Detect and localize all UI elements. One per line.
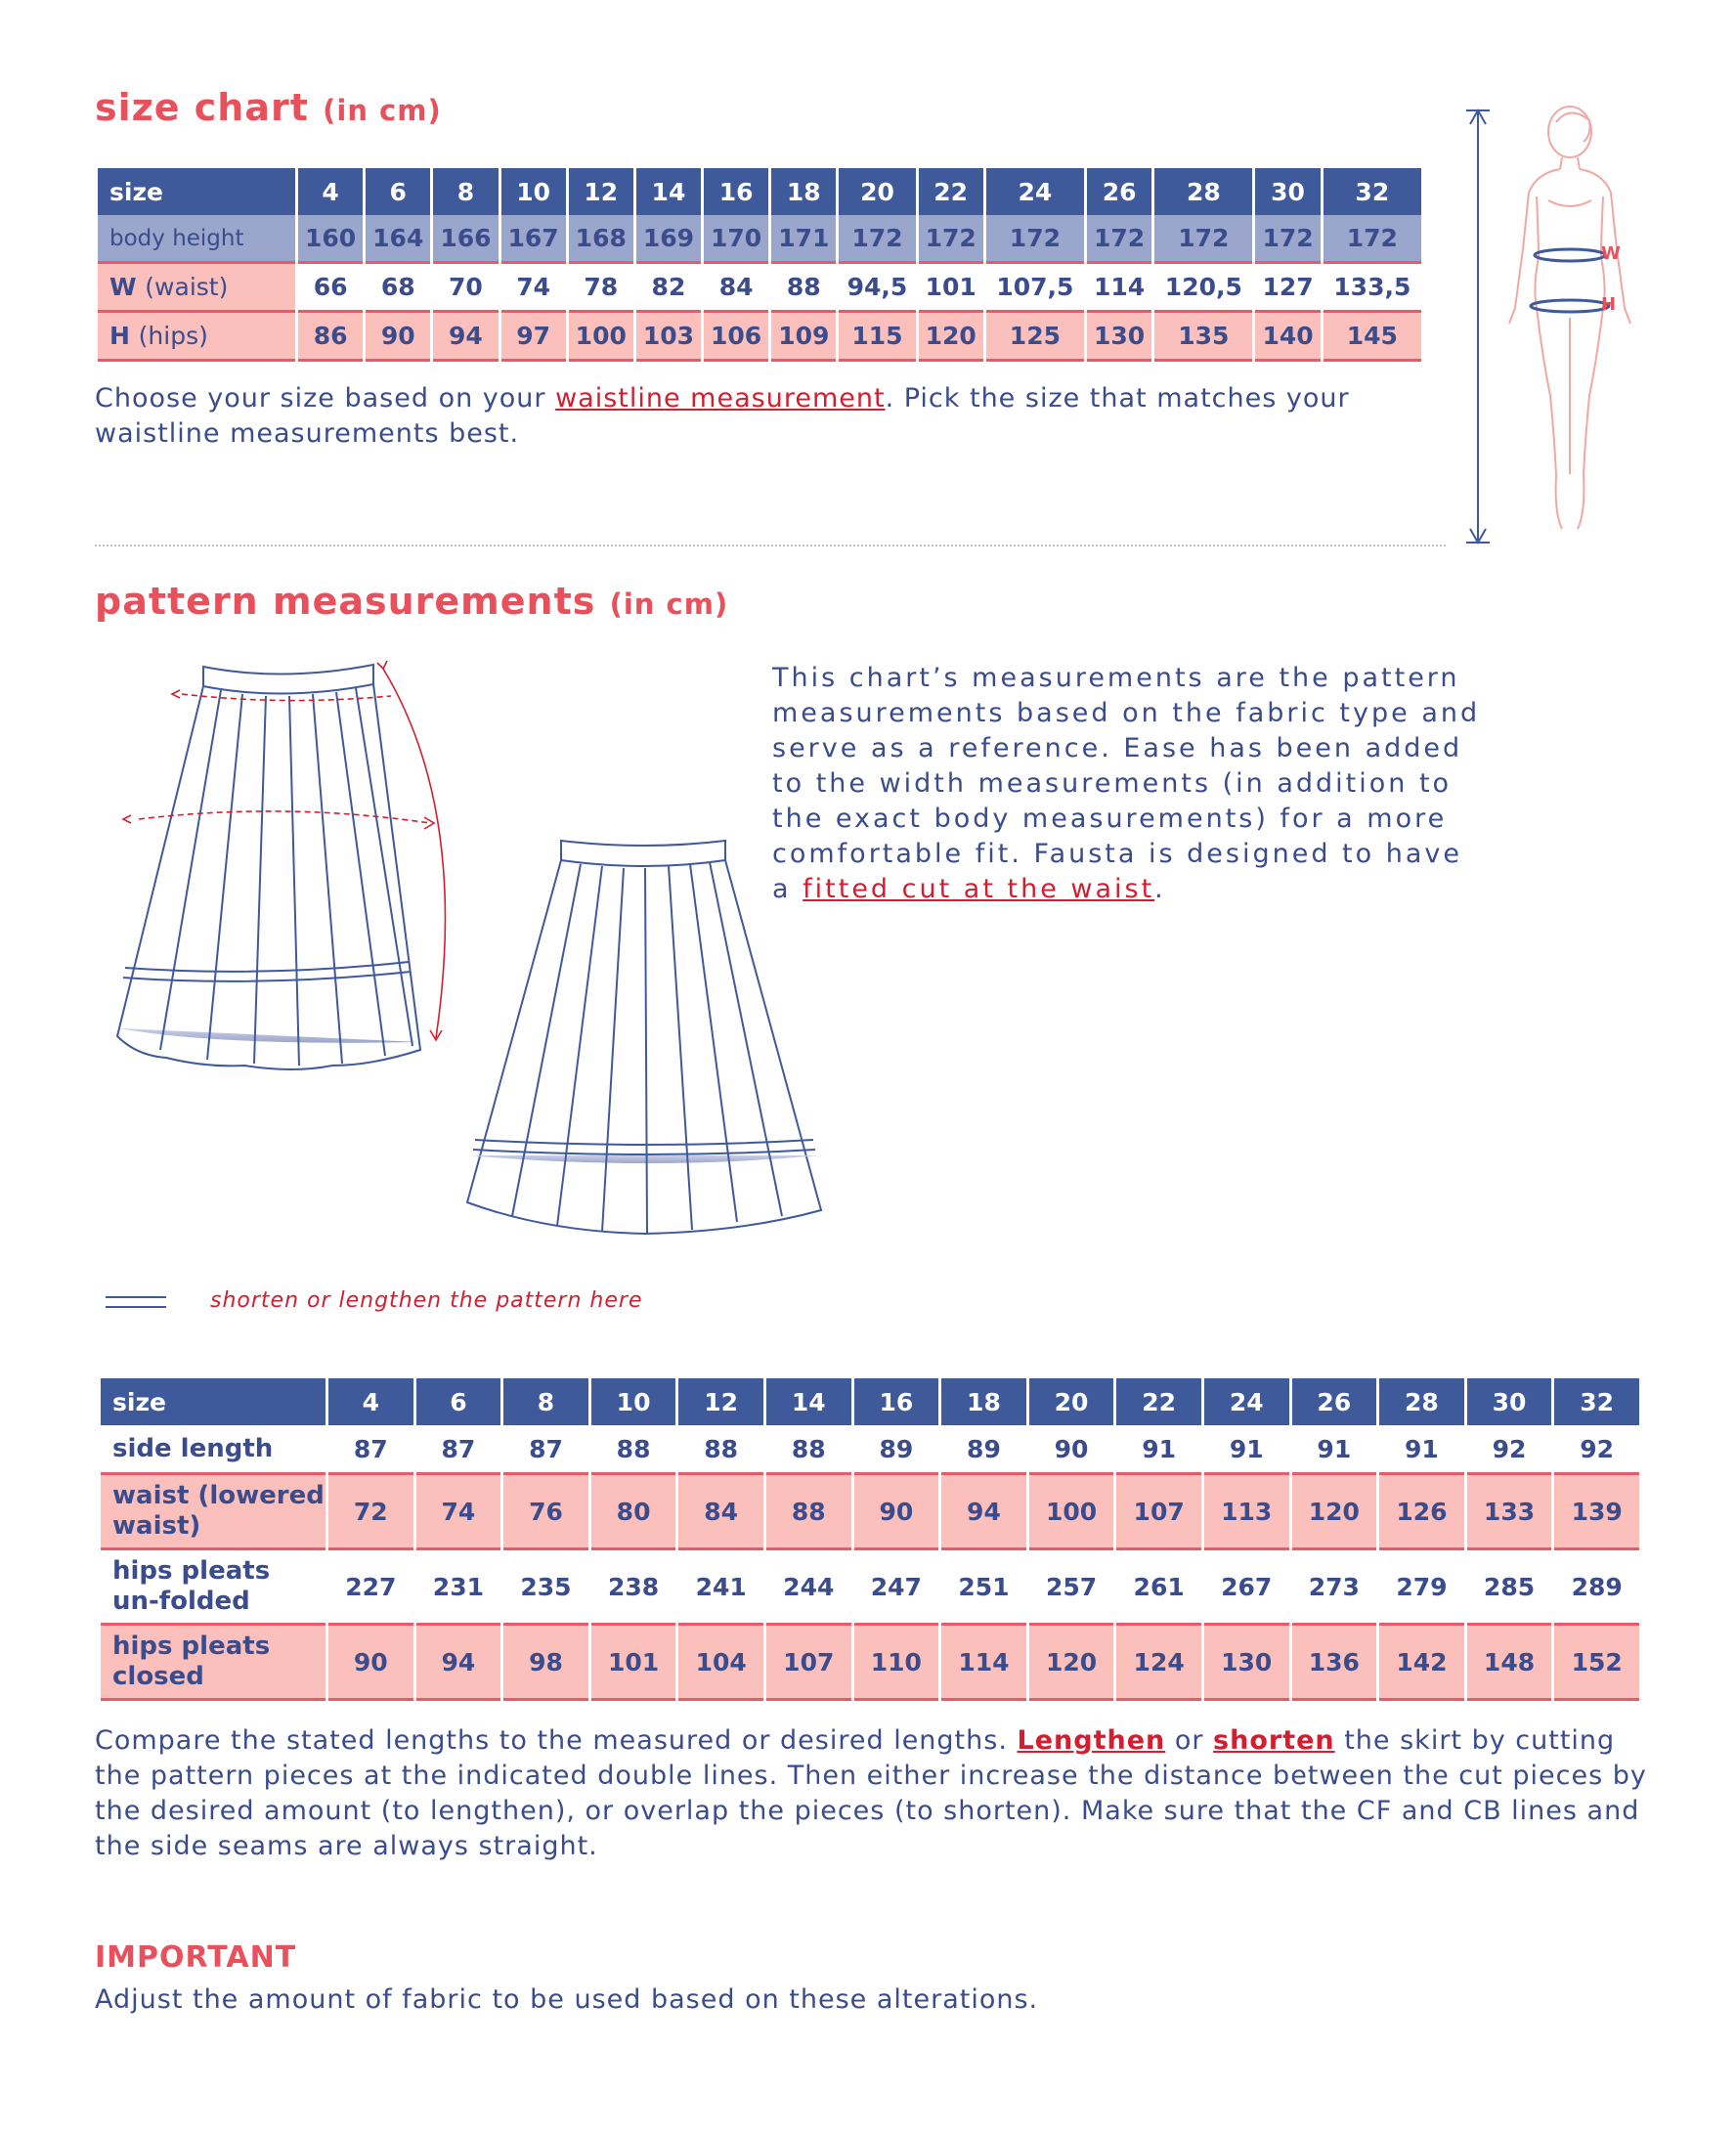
table-cell: 70 — [433, 264, 498, 313]
table-cell: 94,5 — [839, 264, 915, 313]
table-cell: 130 — [1204, 1626, 1289, 1701]
table-cell: 285 — [1467, 1550, 1552, 1626]
pattern-header-label: size — [101, 1378, 326, 1425]
table-cell: 101 — [919, 264, 983, 313]
table-cell: 135 — [1154, 313, 1252, 362]
table-row — [98, 215, 1421, 264]
row-label-hips-unfolded: hips pleats un-folded — [101, 1550, 326, 1626]
table-cell: 94 — [433, 313, 498, 362]
table-cell: 106 — [704, 313, 768, 362]
table-cell: 98 — [503, 1626, 588, 1701]
pattern-description — [772, 661, 1486, 907]
size-chart-title-text: size chart — [95, 86, 309, 129]
row-label-sub: (waist) — [145, 273, 229, 301]
size-header-cell: 20 — [1029, 1378, 1114, 1425]
table-cell: 74 — [416, 1475, 501, 1550]
table-cell: 87 — [328, 1425, 413, 1475]
size-header-cell: 24 — [1204, 1378, 1289, 1425]
table-cell: 120 — [919, 313, 983, 362]
description-text: . — [1154, 874, 1166, 904]
waistline-measurement-link[interactable]: waistline measurement — [555, 383, 886, 414]
table-cell: 78 — [569, 264, 633, 313]
size-header-cell: 28 — [1379, 1378, 1464, 1425]
table-cell: 66 — [298, 264, 363, 313]
size-header-cell: 6 — [416, 1378, 501, 1425]
table-cell: 84 — [678, 1475, 763, 1550]
row-label-waist-lowered: waist (lowered waist) — [101, 1475, 326, 1550]
table-cell: 172 — [1255, 215, 1320, 264]
table-cell: 133,5 — [1324, 264, 1421, 313]
table-cell: 103 — [636, 313, 701, 362]
description-text: This chart’s measurements are the pattern measurements based on the fabric type and serve as a reference. Ease has been added to the width measurements (in addition to the exact body measurements) for a more comfortable fit. Fausta is designed to have a — [772, 663, 1481, 904]
table-cell: 231 — [416, 1550, 501, 1626]
table-cell: 267 — [1204, 1550, 1289, 1626]
size-header-cell: 12 — [569, 168, 633, 215]
table-cell: 125 — [986, 313, 1084, 362]
table-cell: 107 — [766, 1626, 851, 1701]
size-chart-table — [95, 168, 1424, 362]
table-cell: 172 — [1324, 215, 1421, 264]
table-cell: 90 — [328, 1626, 413, 1701]
table-cell: 160 — [298, 215, 363, 264]
table-cell: 84 — [704, 264, 768, 313]
table-cell: 166 — [433, 215, 498, 264]
table-cell: 114 — [941, 1626, 1026, 1701]
note-text: . Pick the size that matches your waistline measurements best. — [95, 383, 1350, 449]
size-header-cell: 18 — [941, 1378, 1026, 1425]
table-cell: 94 — [416, 1626, 501, 1701]
table-row — [101, 1425, 1639, 1475]
table-cell: 90 — [366, 313, 430, 362]
table-cell: 104 — [678, 1626, 763, 1701]
size-header-cell: 30 — [1467, 1378, 1552, 1425]
pattern-measurements-title — [95, 580, 728, 623]
size-header-cell: 26 — [1087, 168, 1151, 215]
size-header-cell: 22 — [919, 168, 983, 215]
size-chart-note — [95, 381, 1434, 452]
table-cell: 90 — [854, 1475, 939, 1550]
important-text: Adjust the amount of fabric to be used based on these alterations. — [95, 1984, 1039, 2015]
table-cell: 91 — [1204, 1425, 1289, 1475]
size-header-cell: 28 — [1154, 168, 1252, 215]
table-cell: 80 — [591, 1475, 676, 1550]
table-cell: 91 — [1379, 1425, 1464, 1475]
table-cell: 92 — [1554, 1425, 1639, 1475]
pattern-measurements-table — [98, 1378, 1642, 1701]
fitted-cut-link[interactable]: fitted cut at the waist — [803, 874, 1155, 904]
table-cell: 88 — [766, 1475, 851, 1550]
table-cell: 114 — [1087, 264, 1151, 313]
size-header-cell: 8 — [503, 1378, 588, 1425]
table-cell: 261 — [1116, 1550, 1201, 1626]
table-cell: 82 — [636, 264, 701, 313]
table-cell: 148 — [1467, 1626, 1552, 1701]
size-header-cell: 16 — [704, 168, 768, 215]
table-cell: 257 — [1029, 1550, 1114, 1626]
pattern-title-unit: (in cm) — [609, 588, 729, 621]
table-cell: 107,5 — [986, 264, 1084, 313]
table-cell: 115 — [839, 313, 915, 362]
adjust-text: or — [1165, 1725, 1214, 1756]
table-cell: 86 — [298, 313, 363, 362]
table-cell: 139 — [1554, 1475, 1639, 1550]
size-header-cell: 10 — [501, 168, 566, 215]
table-cell: 90 — [1029, 1425, 1114, 1475]
table-cell: 136 — [1292, 1626, 1377, 1701]
shorten-link[interactable]: shorten — [1213, 1725, 1335, 1756]
table-cell: 167 — [501, 215, 566, 264]
table-cell: 145 — [1324, 313, 1421, 362]
table-cell: 289 — [1554, 1550, 1639, 1626]
size-header-cell: 30 — [1255, 168, 1320, 215]
row-label-side-length: side length — [101, 1425, 326, 1475]
size-header-cell: 32 — [1324, 168, 1421, 215]
table-cell: 88 — [591, 1425, 676, 1475]
table-cell: 169 — [636, 215, 701, 264]
table-cell: 127 — [1255, 264, 1320, 313]
table-cell: 100 — [569, 313, 633, 362]
table-cell: 172 — [919, 215, 983, 264]
size-header-cell: 4 — [328, 1378, 413, 1425]
table-cell: 247 — [854, 1550, 939, 1626]
table-cell: 251 — [941, 1550, 1026, 1626]
table-cell: 171 — [771, 215, 836, 264]
table-cell: 107 — [1116, 1475, 1201, 1550]
adjust-text: Compare the stated lengths to the measured or desired lengths. — [95, 1725, 1018, 1756]
table-row — [101, 1475, 1639, 1550]
row-label-main: W — [109, 273, 137, 301]
row-label-waist — [98, 264, 295, 313]
table-cell: 113 — [1204, 1475, 1289, 1550]
size-chart-title — [95, 86, 442, 129]
row-label-hips — [98, 313, 295, 362]
table-cell: 168 — [569, 215, 633, 264]
figure-label-h: H — [1601, 294, 1617, 315]
size-header-cell: 24 — [986, 168, 1084, 215]
size-header-label: size — [98, 168, 295, 215]
table-cell: 92 — [1467, 1425, 1552, 1475]
table-cell: 164 — [366, 215, 430, 264]
table-cell: 100 — [1029, 1475, 1114, 1550]
size-header-cell: 26 — [1292, 1378, 1377, 1425]
table-cell: 88 — [678, 1425, 763, 1475]
skirt-illustration — [98, 655, 841, 1241]
adjust-note — [95, 1723, 1649, 1864]
table-cell: 68 — [366, 264, 430, 313]
table-cell: 91 — [1116, 1425, 1201, 1475]
row-label-body-height: body height — [98, 215, 295, 264]
table-cell: 91 — [1292, 1425, 1377, 1475]
table-cell: 89 — [854, 1425, 939, 1475]
table-cell: 235 — [503, 1550, 588, 1626]
table-cell: 130 — [1087, 313, 1151, 362]
table-cell: 244 — [766, 1550, 851, 1626]
row-label-sub: (hips) — [138, 322, 208, 350]
table-cell: 273 — [1292, 1550, 1377, 1626]
table-cell: 172 — [986, 215, 1084, 264]
table-cell: 140 — [1255, 313, 1320, 362]
table-cell: 172 — [1154, 215, 1252, 264]
note-text: Choose your size based on your — [95, 383, 556, 414]
size-header-cell: 16 — [854, 1378, 939, 1425]
table-row — [101, 1626, 1639, 1701]
size-header-cell: 20 — [839, 168, 915, 215]
body-figure-illustration — [1454, 103, 1650, 552]
table-cell: 172 — [1087, 215, 1151, 264]
table-cell: 109 — [771, 313, 836, 362]
table-cell: 133 — [1467, 1475, 1552, 1550]
table-cell: 170 — [704, 215, 768, 264]
table-cell: 87 — [503, 1425, 588, 1475]
table-cell: 88 — [771, 264, 836, 313]
table-cell: 241 — [678, 1550, 763, 1626]
table-cell: 72 — [328, 1475, 413, 1550]
table-row — [101, 1550, 1639, 1626]
table-cell: 74 — [501, 264, 566, 313]
size-header-cell: 14 — [766, 1378, 851, 1425]
size-header-cell: 8 — [433, 168, 498, 215]
size-header-cell: 4 — [298, 168, 363, 215]
table-cell: 120,5 — [1154, 264, 1252, 313]
row-label-main: H — [109, 322, 130, 350]
table-row — [98, 264, 1421, 313]
table-cell: 126 — [1379, 1475, 1464, 1550]
table-cell: 101 — [591, 1626, 676, 1701]
table-cell: 120 — [1029, 1626, 1114, 1701]
pattern-title-text: pattern measurements — [95, 580, 596, 623]
size-header-cell: 10 — [591, 1378, 676, 1425]
table-row — [98, 313, 1421, 362]
adjust-text: the skirt by cutting the pattern pieces at the indicated double lines. Then either increase the distance between the cut pieces by the desired amount (to lengthen), or overlap the pieces (to shorten). Make sure that the CF and CB lines and the side seams are always straight. — [95, 1725, 1647, 1861]
table-cell: 94 — [941, 1475, 1026, 1550]
row-label-hips-closed: hips pleats closed — [101, 1626, 326, 1701]
table-cell: 87 — [416, 1425, 501, 1475]
table-cell: 88 — [766, 1425, 851, 1475]
legend-text: shorten or lengthen the pattern here — [210, 1288, 643, 1313]
size-header-cell: 22 — [1116, 1378, 1201, 1425]
table-cell: 152 — [1554, 1626, 1639, 1701]
table-cell: 110 — [854, 1626, 939, 1701]
important-heading: IMPORTANT — [95, 1940, 297, 1975]
table-cell: 227 — [328, 1550, 413, 1626]
size-header-cell: 18 — [771, 168, 836, 215]
size-chart-unit: (in cm) — [323, 94, 442, 127]
size-header-cell: 6 — [366, 168, 430, 215]
size-header-cell: 12 — [678, 1378, 763, 1425]
table-cell: 124 — [1116, 1626, 1201, 1701]
table-cell: 120 — [1292, 1475, 1377, 1550]
table-cell: 76 — [503, 1475, 588, 1550]
table-cell: 142 — [1379, 1626, 1464, 1701]
section-divider — [95, 544, 1446, 546]
table-cell: 89 — [941, 1425, 1026, 1475]
table-cell: 238 — [591, 1550, 676, 1626]
lengthen-link[interactable]: Lengthen — [1017, 1725, 1166, 1756]
double-line-legend-icon — [104, 1292, 168, 1312]
table-cell: 172 — [839, 215, 915, 264]
table-cell: 279 — [1379, 1550, 1464, 1626]
size-header-cell: 14 — [636, 168, 701, 215]
figure-label-w: W — [1601, 243, 1621, 264]
table-cell: 97 — [501, 313, 566, 362]
size-header-cell: 32 — [1554, 1378, 1639, 1425]
